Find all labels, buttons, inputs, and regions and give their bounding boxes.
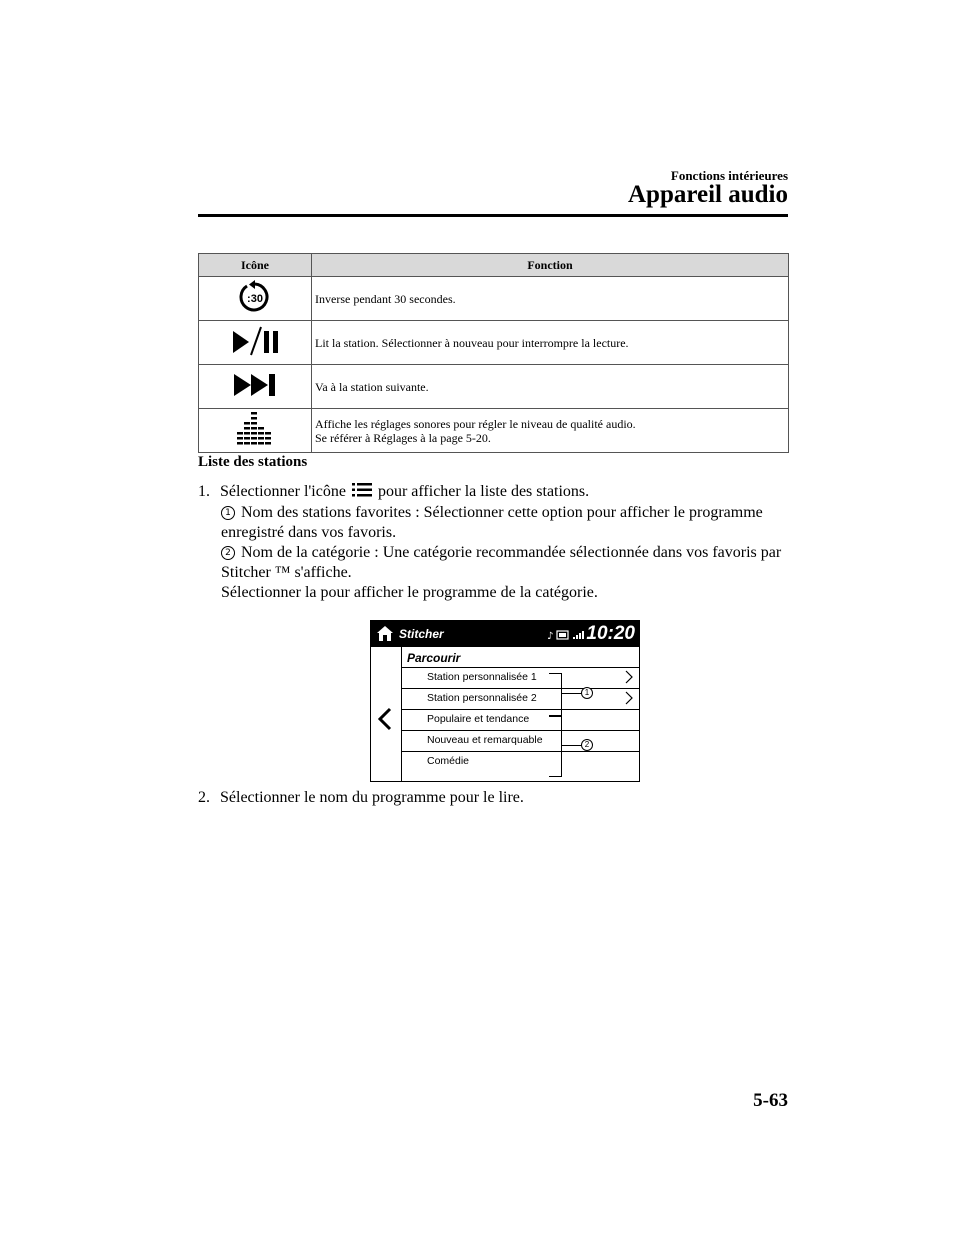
item-2-line-a: Nom de la catégorie : Une catégorie recommandée sélectionnée dans vos favoris par xyxy=(241,544,782,561)
chevron-right-icon xyxy=(625,691,633,705)
list-item-label: Comédie xyxy=(427,755,470,767)
list-item[interactable] xyxy=(402,751,639,781)
step-text-pre: Sélectionner l'icône xyxy=(220,483,346,500)
screen-title: Stitcher xyxy=(399,627,444,641)
section-title: Liste des stations xyxy=(198,454,308,470)
list-item[interactable] xyxy=(402,709,639,730)
step-text-post: pour afficher la liste des stations. xyxy=(377,483,590,500)
page-number: 5-63 xyxy=(753,1090,788,1111)
list-item-label: Populaire et tendance xyxy=(427,713,530,725)
step-1 xyxy=(198,482,589,502)
table-row xyxy=(199,277,789,321)
callout-1: 1 xyxy=(581,687,593,699)
skip-next-icon xyxy=(232,372,278,398)
status-icons xyxy=(547,629,587,641)
marker-2: 2 xyxy=(221,546,235,560)
chevron-right-icon xyxy=(625,670,633,684)
item-2 xyxy=(221,543,781,563)
browse-heading: Parcourir xyxy=(407,651,461,665)
callout-bracket-1 xyxy=(549,673,562,717)
rewind-30-icon xyxy=(238,280,272,314)
home-icon[interactable] xyxy=(377,626,393,641)
marker-1: 1 xyxy=(221,506,235,520)
svg-text::30: :30 xyxy=(247,292,263,305)
table-row xyxy=(199,365,789,409)
list-icon xyxy=(352,482,372,498)
step-number: 2. xyxy=(198,789,210,806)
row-text: Affiche les réglages sonores pour régler le niveau de qualité audio. xyxy=(315,416,636,431)
back-icon[interactable] xyxy=(377,707,393,731)
header-chapter: Appareil audio xyxy=(628,181,788,208)
table-row xyxy=(199,321,789,365)
back-column[interactable] xyxy=(371,647,402,781)
row-text: Va à la station suivante. xyxy=(315,379,429,394)
col-function-header: Fonction xyxy=(312,254,789,277)
equalizer-icon xyxy=(235,411,275,447)
list-item-label: Station personnalisée 2 xyxy=(427,692,537,704)
item-2-line-b: Stitcher ™ s'affiche. xyxy=(221,564,352,581)
col-icon-header: Icône xyxy=(199,254,312,277)
function-table xyxy=(198,253,789,453)
row-text: Se référer à Réglages à la page 5-20. xyxy=(315,430,491,445)
list-item-label: Nouveau et remarquable xyxy=(427,734,543,746)
list-item[interactable] xyxy=(402,688,639,709)
play-pause-icon xyxy=(229,325,281,357)
row-text: Inverse pendant 30 secondes. xyxy=(315,291,456,306)
table-row xyxy=(199,409,789,453)
table-header-row xyxy=(199,254,789,277)
item-1-line-a: Nom des stations favorites : Sélectionner cette option pour afficher le programme xyxy=(241,504,763,521)
screen-topbar xyxy=(371,621,639,647)
step-2 xyxy=(198,788,524,808)
header-section: Fonctions intérieures xyxy=(670,168,788,183)
stitcher-screen xyxy=(370,620,640,782)
list-item[interactable] xyxy=(402,667,639,688)
item-2-line-c: Sélectionner la pour afficher le programme de la catégorie. xyxy=(221,584,598,601)
list-item[interactable] xyxy=(402,730,639,751)
item-1-line-b: enregistré dans vos favoris. xyxy=(221,524,397,541)
item-1 xyxy=(221,503,763,523)
step-number: 1. xyxy=(198,483,210,500)
callout-bracket-2 xyxy=(549,715,562,777)
row-text: Lit la station. Sélectionner à nouveau pour interrompre la lecture. xyxy=(315,335,629,350)
list-item-label: Station personnalisée 1 xyxy=(427,671,537,683)
step-text: Sélectionner le nom du programme pour le lire. xyxy=(220,789,524,806)
callout-line-2 xyxy=(562,745,582,746)
svg-text:♪: ♪ xyxy=(547,631,554,641)
callout-2: 2 xyxy=(581,739,593,751)
callout-line-1 xyxy=(562,693,582,694)
header-rule xyxy=(198,214,788,217)
screen-time: 10:20 xyxy=(586,623,635,644)
